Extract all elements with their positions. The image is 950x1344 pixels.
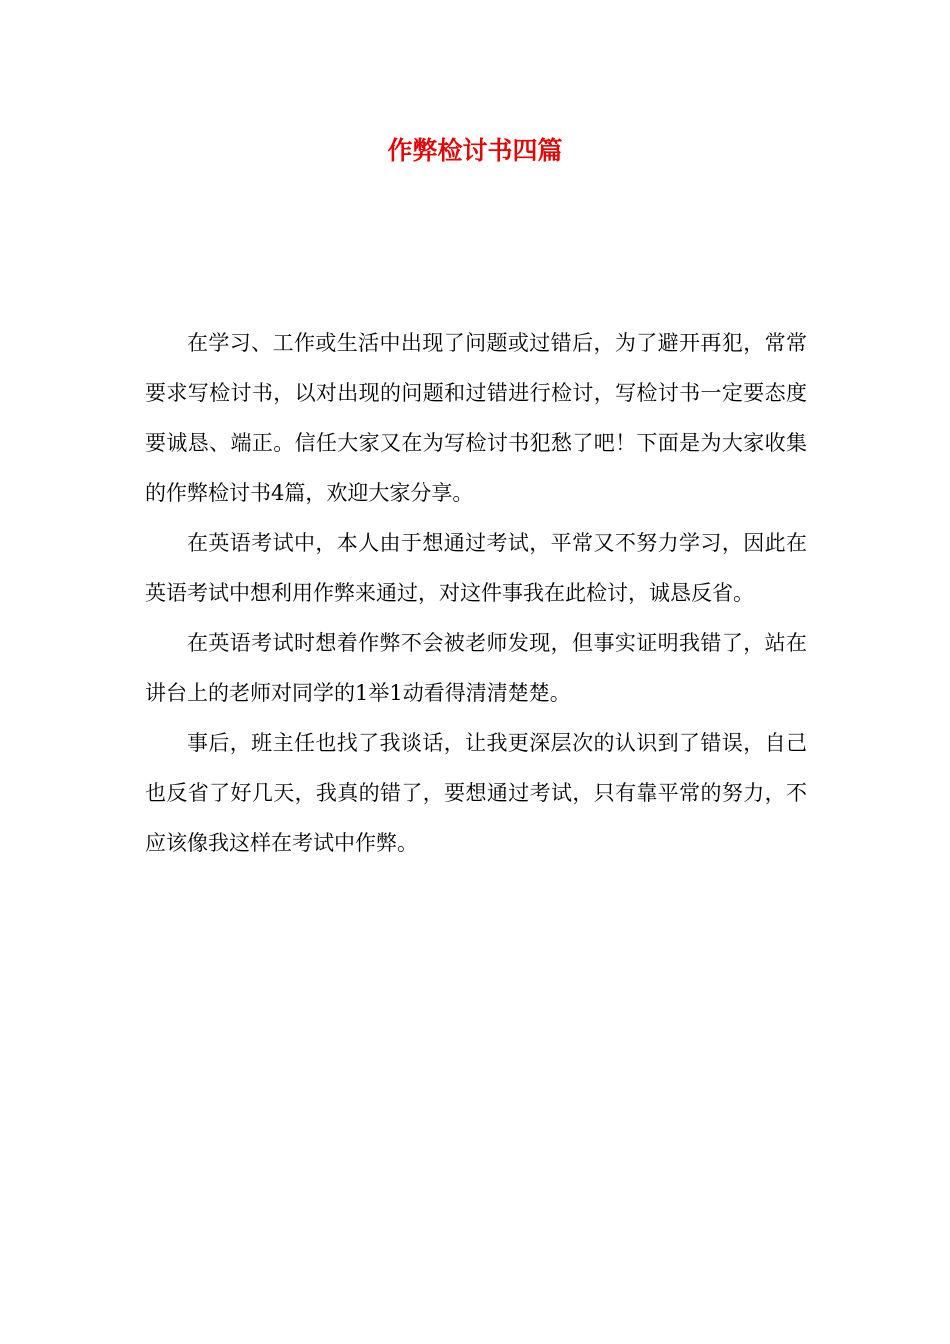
paragraph-2: 在英语考试中，本人由于想通过考试，平常又不努力学习，因此在英语考试中想利用作弊来通过，对这件事我在此检讨，诚恳反省。 bbox=[145, 531, 807, 605]
paragraph-4: 事后，班主任也找了我谈话，让我更深层次的认识到了错误，自己也反省了好几天，我真的错了，要想通过考试，只有靠平常的努力，不应该像我这样在考试中作弊。 bbox=[145, 731, 807, 855]
document-title: 作弊检讨书四篇 bbox=[387, 136, 563, 165]
document-body bbox=[145, 318, 807, 868]
paragraph-3: 在英语考试时想着作弊不会被老师发现，但事实证明我错了，站在讲台上的老师对同学的1举1动看得清清楚楚。 bbox=[145, 631, 807, 705]
paragraph-1: 在学习、工作或生活中出现了问题或过错后，为了避开再犯，常常要求写检讨书，以对出现的问题和过错进行检讨，写检讨书一定要态度要诚恳、端正。信任大家又在为写检讨书犯愁了吧！下面是为大家收集的作弊检讨书4篇，欢迎大家分享。 bbox=[145, 331, 807, 505]
